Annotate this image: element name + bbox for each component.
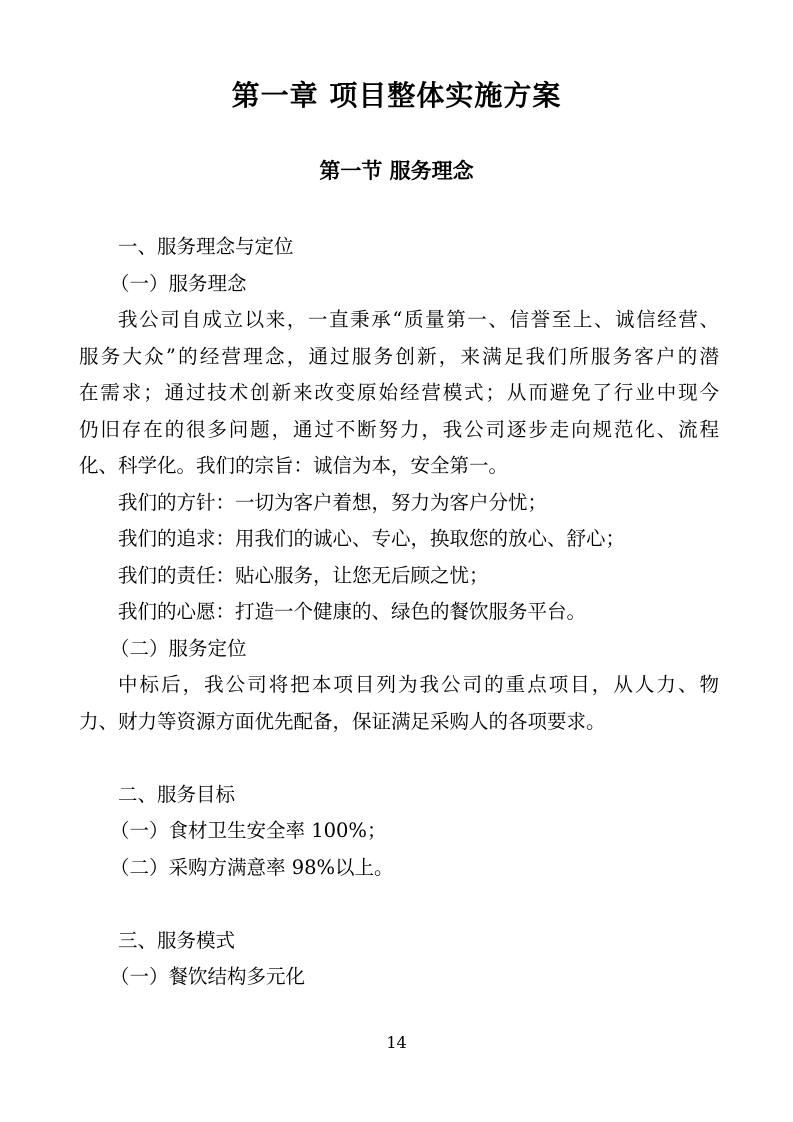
paragraph-line: 力、财力等资源方面优先配备，保证满足采购人的各项要求。: [79, 709, 606, 733]
spacer: [79, 740, 719, 777]
subheading-service-concept: （一）服务理念: [110, 271, 247, 295]
paragraph-line: 中标后，我公司将把本项目列为我公司的重点项目，从人力、物: [118, 673, 719, 696]
heading-service-model: 三、服务模式: [118, 928, 236, 952]
goal-line: （一）食材卫生安全率 100%；: [110, 819, 387, 842]
paragraph-line: 服务大众”的经营理念，通过服务创新，来满足我们所服务客户的潜: [79, 344, 719, 368]
paragraph-service-positioning: [79, 667, 719, 740]
paragraph-line: 我公司自成立以来，一直秉承“质量第一、信誉至上、诚信经营、: [118, 308, 719, 331]
policy-line: 我们的责任：贴心服务，让您无后顾之忧；: [118, 563, 489, 587]
heading-service-concept-positioning: 一、服务理念与定位: [118, 235, 294, 258]
document-body: [79, 229, 719, 996]
policy-line: 我们的方针：一切为客户着想，努力为客户分忧；: [118, 490, 548, 514]
paragraph-line: 化、科学化。我们的宗旨：诚信为本，安全第一。: [79, 454, 509, 477]
subheading-diversified-catering: （一）餐饮结构多元化: [110, 965, 306, 988]
goal-line: （二）采购方满意率 98%以上。: [110, 855, 394, 879]
page-number: 14: [386, 1033, 407, 1052]
policy-line: 我们的追求：用我们的诚心、专心，换取您的放心、舒心；: [118, 527, 626, 550]
heading-service-goals: 二、服务目标: [118, 782, 236, 806]
paragraph-line: 仍旧存在的很多问题，通过不断努力，我公司逐步走向规范化、流程: [79, 417, 719, 441]
paragraph-company-philosophy: [79, 302, 719, 485]
subheading-service-positioning: （二）服务定位: [110, 636, 247, 660]
policy-list: [79, 485, 719, 631]
chapter-title: 第一章 项目整体实施方案: [231, 79, 562, 112]
paragraph-line: 在需求；通过技术创新来改变原始经营模式；从而避免了行业中现今: [79, 381, 719, 404]
spacer: [79, 886, 719, 923]
policy-line: 我们的心愿：打造一个健康的、绿色的餐饮服务平台。: [118, 600, 587, 623]
section-title: 第一节 服务理念: [319, 159, 474, 183]
